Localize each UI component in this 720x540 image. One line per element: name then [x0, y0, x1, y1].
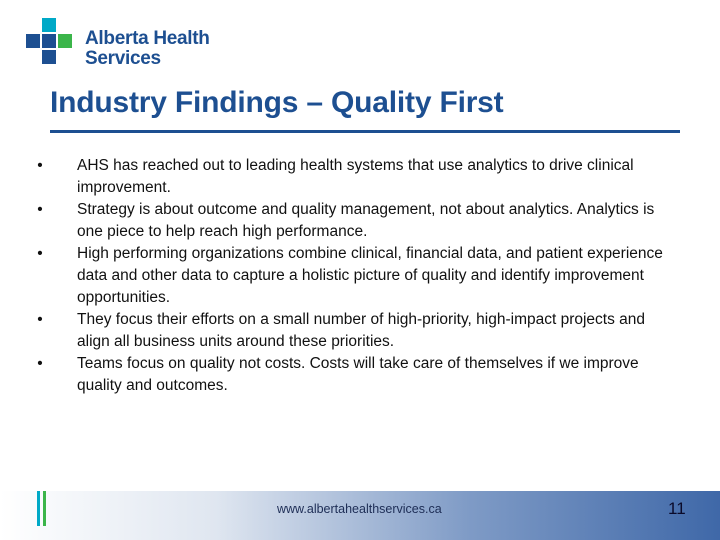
bullet-item: [35, 353, 680, 397]
bullet-item: [35, 309, 680, 353]
bullet-marker: •: [37, 157, 43, 174]
bullet-text: Strategy is about outcome and quality management, not about analytics. Analytics is one piece to help reach high performance.: [77, 201, 655, 240]
ahs-logo: [25, 18, 210, 70]
bullet-marker: •: [37, 311, 43, 328]
page-number: 11: [668, 499, 686, 518]
logo-wordmark: [85, 29, 210, 69]
bullet-text: High performing organizations combine clinical, financial data, and patient experience data and other data to capture a holistic picture of quality and identify improvement opportunities.: [77, 245, 663, 306]
bullet-item: [35, 199, 680, 243]
title-underline: [50, 130, 680, 133]
bullet-text: They focus their efforts on a small number of high-priority, high-impact projects and align all business units around these priorities.: [77, 311, 646, 350]
bullet-item: [35, 243, 680, 309]
bullet-marker: •: [37, 201, 43, 218]
slide-title: Industry Findings – Quality First: [50, 86, 504, 119]
footer-url[interactable]: www.albertahealthservices.ca: [277, 502, 442, 516]
bullet-list: [35, 155, 680, 397]
logo-line-2: Services: [85, 48, 161, 69]
bullet-item: [35, 155, 680, 199]
bullet-marker: •: [37, 245, 43, 262]
bullet-marker: •: [37, 355, 43, 372]
ahs-cross-icon: [25, 18, 77, 70]
bullet-text: AHS has reached out to leading health systems that use analytics to drive clinical improvement.: [77, 157, 634, 196]
footer-accent-icon: [37, 491, 61, 526]
logo-line-1: Alberta Health: [85, 28, 210, 49]
bullet-text: Teams focus on quality not costs. Costs will take care of themselves if we improve quality and outcomes.: [77, 355, 639, 394]
